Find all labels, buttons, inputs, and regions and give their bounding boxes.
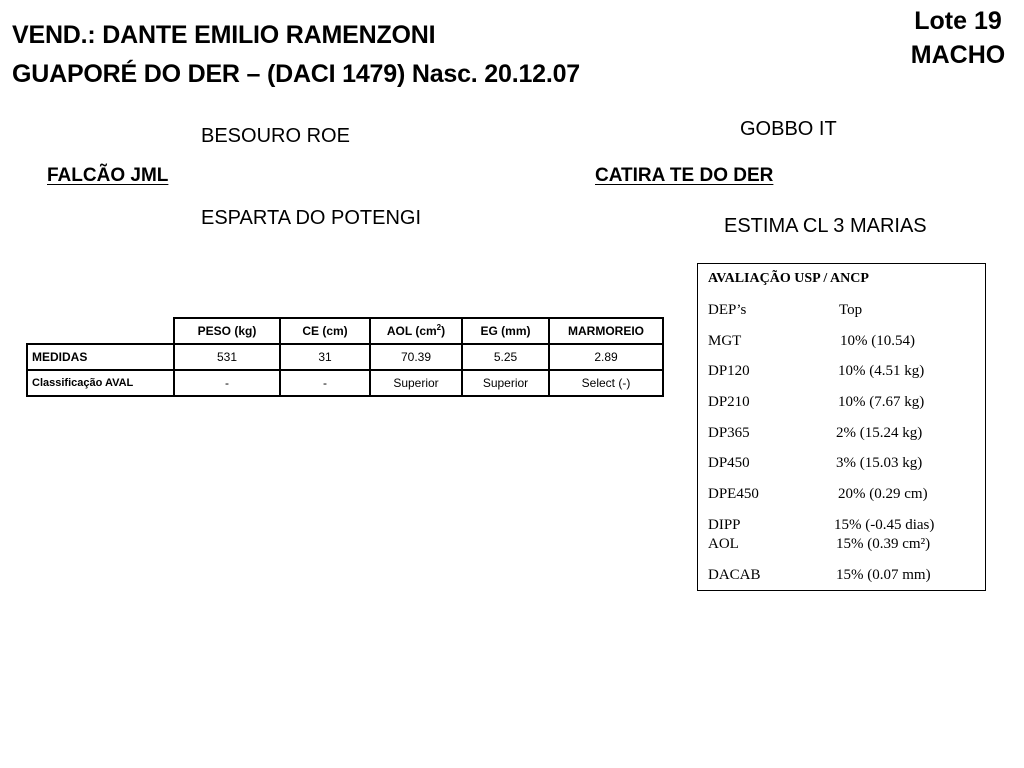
- evaluation-key: AOL: [708, 536, 739, 552]
- evaluation-value: 10% (7.67 kg): [838, 394, 925, 410]
- table-cell: Select (-): [549, 370, 663, 396]
- evaluation-row: [708, 333, 978, 351]
- evaluation-value: Top: [839, 302, 863, 318]
- evaluation-key: DP450: [708, 455, 750, 471]
- measurements-table: [26, 317, 664, 397]
- dam-dam: ESTIMA CL 3 MARIAS: [724, 215, 927, 237]
- evaluation-row: [708, 363, 978, 381]
- evaluation-key: DP365: [708, 425, 750, 441]
- evaluation-key: DIPP: [708, 517, 741, 533]
- vendor-title: VEND.: DANTE EMILIO RAMENZONI: [12, 21, 436, 49]
- table-cell: Superior: [462, 370, 549, 396]
- sex-label: MACHO: [910, 41, 1006, 69]
- column-header: CE (cm): [280, 318, 370, 344]
- table-corner: [27, 318, 174, 344]
- evaluation-key: DP210: [708, 394, 750, 410]
- table-cell: 31: [280, 344, 370, 370]
- lot-number: Lote 19: [914, 7, 1002, 35]
- animal-title: GUAPORÉ DO DER – (DACI 1479) Nasc. 20.12.07: [12, 60, 581, 88]
- evaluation-value: 10% (4.51 kg): [838, 363, 925, 379]
- row-label: Classificação AVAL: [27, 370, 174, 396]
- evaluation-row: [708, 302, 978, 320]
- table-cell: -: [174, 370, 280, 396]
- table-cell: -: [280, 370, 370, 396]
- table-cell: 531: [174, 344, 280, 370]
- evaluation-key: MGT: [708, 333, 742, 349]
- evaluation-key: DACAB: [708, 567, 761, 583]
- table-header-row: [27, 318, 663, 344]
- column-header-aol: AOL $(cm^2)$: [370, 318, 462, 344]
- evaluation-value: 2% (15.24 kg): [836, 425, 923, 441]
- table-cell: 2.89: [549, 344, 663, 370]
- evaluation-row: [708, 425, 978, 443]
- evaluation-value: 20% (0.29 cm): [838, 486, 928, 502]
- evaluation-value: 10% (10.54): [840, 333, 915, 349]
- evaluation-value: 15% (0.07 mm): [836, 567, 931, 583]
- evaluation-key: DPE450: [708, 486, 759, 502]
- evaluation-row: [708, 567, 978, 585]
- evaluation-key: DP120: [708, 363, 750, 379]
- evaluation-row: [708, 394, 978, 412]
- evaluation-row: [708, 455, 978, 473]
- evaluation-value: 15% (-0.45 dias): [834, 517, 935, 533]
- table-cell: 5.25: [462, 344, 549, 370]
- table-row: [27, 370, 663, 396]
- sire-sire: BESOURO ROE: [201, 125, 350, 147]
- sire: FALCÃO JML: [47, 165, 169, 186]
- table-row: [27, 344, 663, 370]
- evaluation-key: DEP’s: [708, 302, 747, 318]
- table-cell: Superior: [370, 370, 462, 396]
- table-cell: 70.39: [370, 344, 462, 370]
- column-header: EG (mm): [462, 318, 549, 344]
- evaluation-row: [708, 486, 978, 504]
- row-label: MEDIDAS: [27, 344, 174, 370]
- dam: CATIRA TE DO DER: [595, 165, 774, 186]
- evaluation-value: 3% (15.03 kg): [836, 455, 923, 471]
- evaluation-row: [708, 517, 978, 535]
- sire-dam: ESPARTA DO POTENGI: [201, 207, 422, 229]
- column-header: PESO (kg): [174, 318, 280, 344]
- evaluation-row: [708, 536, 978, 554]
- evaluation-title: AVALIAÇÃO USP / ANCP: [708, 271, 869, 286]
- evaluation-box: [697, 263, 986, 591]
- column-header: MARMOREIO: [549, 318, 663, 344]
- dam-sire: GOBBO IT: [740, 118, 837, 140]
- evaluation-value: 15% (0.39 cm²): [836, 536, 931, 552]
